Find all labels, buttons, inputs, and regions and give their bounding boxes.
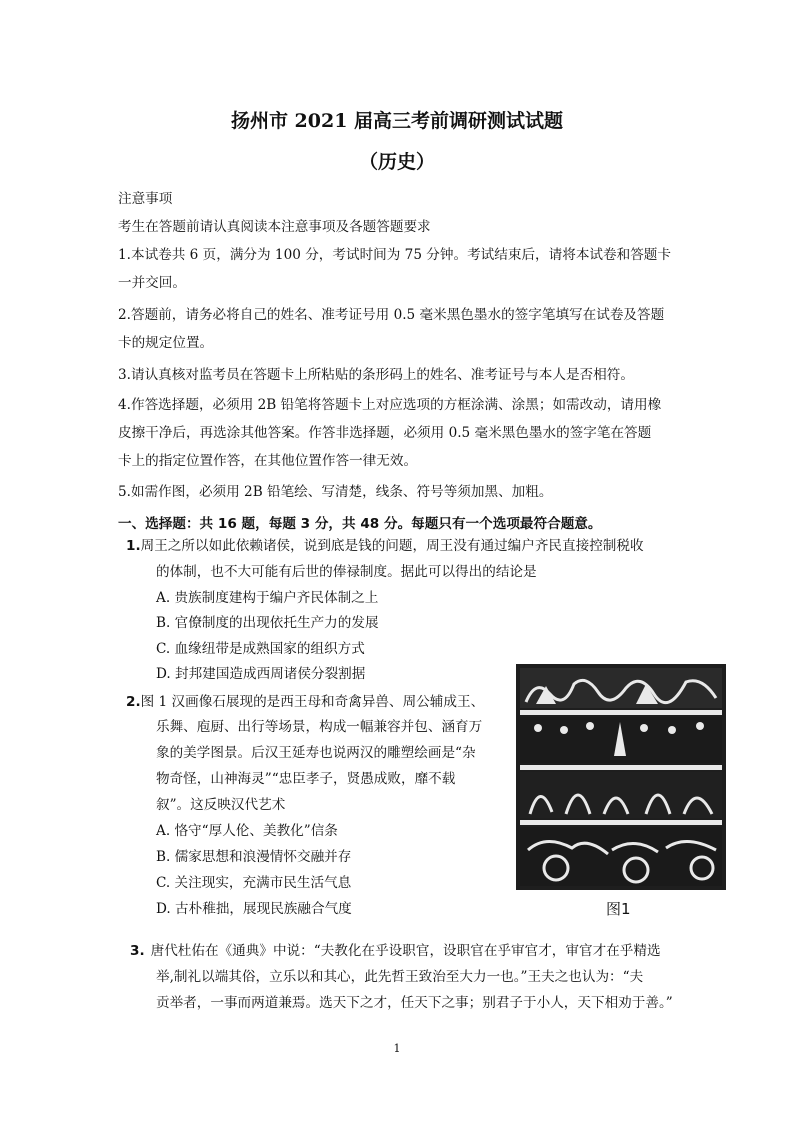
notice-item: 皮擦干净后，再选涂其他答案。作答非选择题，必须用 0.5 毫米黑色墨水的签字笔在答题	[118, 425, 652, 441]
q2-option-d: D. 古朴稚拙，展现民族融合气度	[156, 901, 352, 917]
question-2-text: 象的美学图景。后汉王延寿也说两汉的雕塑绘画是“杂	[156, 745, 476, 761]
question-2-text: 图 1 汉画像石展现的是西王母和奇禽异兽、周公辅成王、	[140, 694, 485, 710]
question-3-text-2: 举,制礼以端其俗，立乐以和其心，此先哲王致治至大力一也。”王夫之也认为：“夫	[156, 969, 644, 985]
question-3-text-3: 贡举者，一事而两道兼焉。选天下之才，任天下之事；别君子于小人，天下相劝于善。”	[156, 995, 673, 1011]
q1-option-d: D. 封邦建国造成西周诸侯分裂割据	[156, 666, 366, 682]
question-2-text: 叙”。这反映汉代艺术	[156, 797, 286, 813]
notice-intro: 考生在答题前请认真阅读本注意事项及各题答题要求	[118, 219, 431, 235]
exam-subject: （历史）	[358, 151, 435, 173]
q2-option-b: B. 儒家思想和浪漫情怀交融并存	[156, 849, 352, 865]
exam-title: 扬州市 2021 届高三考前调研测试试题	[230, 110, 564, 132]
question-number: 3.	[130, 943, 145, 959]
question-3-text: 唐代杜佑在《通典》中说：“夫教化在乎设职官，设职官在乎审官才，审官才在乎精选	[150, 943, 661, 959]
q2-option-c: C. 关注现实，充满市民生活气息	[156, 875, 352, 891]
page-number: 1	[393, 1042, 401, 1055]
notice-item: 卡上的指定位置作答，在其他位置作答一律无效。	[118, 453, 418, 469]
question-1-text: 周王之所以如此依赖诸侯，说到底是钱的问题，周王没有通过编户齐民直接控制税收	[140, 538, 644, 554]
question-2-text: 物奇怪，山神海灵”“忠臣孝子，贤愚成败，靡不载	[156, 771, 456, 787]
notice-item: 一并交回。	[118, 275, 186, 291]
question-1-line	[126, 537, 644, 555]
q1-option-b: B. 官僚制度的出现依托生产力的发展	[156, 615, 379, 631]
notice-item: 3.请认真核对监考员在答题卡上所粘贴的条形码上的姓名、准考证号与本人是否相符。	[118, 367, 634, 383]
figure-caption: 图1	[606, 900, 631, 918]
question-2-line	[126, 693, 484, 711]
notice-item: 卡的规定位置。	[118, 335, 214, 351]
notice-heading: 注意事项	[118, 191, 173, 207]
notice-item: 5.如需作图，必须用 2B 铅笔绘、写清楚，线条、符号等须加黑、加粗。	[118, 484, 553, 500]
question-number: 2.	[126, 694, 141, 710]
notice-item: 2.答题前，请务必将自己的姓名、准考证号用 0.5 毫米黑色墨水的签字笔填写在试卷及答题	[118, 307, 665, 323]
section-heading: 一、选择题：共 16 题，每题 3 分，共 48 分。每题只有一个选项最符合题意。	[118, 516, 602, 532]
question-number: 1.	[126, 538, 141, 554]
q1-option-c: C. 血缘纽带是成熟国家的组织方式	[156, 641, 365, 657]
q1-option-a: A. 贵族制度建构于编户齐民体制之上	[156, 590, 379, 606]
notice-item: 4.作答选择题，必须用 2B 铅笔将答题卡上对应选项的方框涂满、涂黑；如需改动，请用橡	[118, 397, 662, 413]
question-3-line	[130, 942, 661, 960]
han-stone-relief-image	[516, 664, 726, 890]
q2-option-a: A. 恪守“厚人伦、美教化”信条	[156, 823, 338, 839]
question-1-text-2: 的体制，也不大可能有后世的俸禄制度。据此可以得出的结论是	[156, 564, 537, 580]
question-2-text: 乐舞、庖厨、出行等场景，构成一幅兼容并包、涵育万	[156, 719, 483, 735]
notice-item: 1.本试卷共 6 页，满分为 100 分，考试时间为 75 分钟。考试结束后，请将本试卷和答题卡	[118, 247, 671, 263]
